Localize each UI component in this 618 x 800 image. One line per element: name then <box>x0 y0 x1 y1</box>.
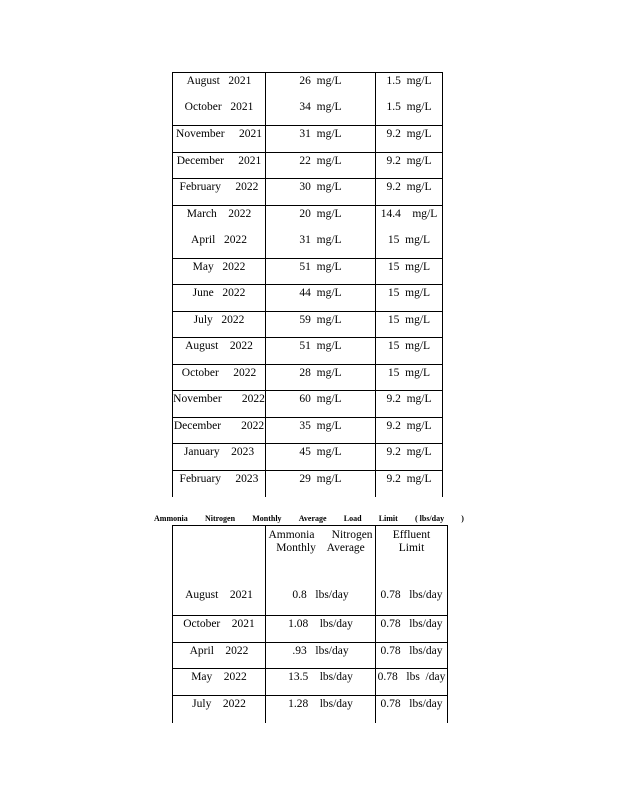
cell-text: 15 mg/L <box>387 260 431 273</box>
cell-text: 9.2 mg/L <box>386 472 432 485</box>
value-cell <box>266 285 376 312</box>
month-cell <box>173 338 266 365</box>
limit-cell <box>376 205 443 258</box>
cell-text: 15 mg/L <box>387 340 431 352</box>
caption-word: ( lbs/day <box>414 514 445 523</box>
cell-text: 59 mg/L <box>299 313 342 326</box>
limit-cell <box>376 364 443 391</box>
cell-text: 30 mg/L <box>299 181 342 193</box>
cell-text: 0.78 lbs/day <box>380 698 443 710</box>
cell-text: 15 mg/L <box>387 233 431 246</box>
cell-text: April 2022 <box>191 233 247 246</box>
month-cell <box>173 179 266 206</box>
value-cell <box>266 444 376 471</box>
month-cell <box>173 285 266 312</box>
caption-word: Monthly <box>252 514 282 523</box>
limit-cell <box>376 179 443 206</box>
value-cell <box>266 643 376 669</box>
cell-text: 1.5 mg/L <box>386 75 432 87</box>
cell-text: 13.5 lbs/day <box>288 671 353 683</box>
table-row <box>173 126 443 153</box>
cell-text: June 2022 <box>192 287 246 299</box>
month-cell <box>173 258 266 285</box>
limit-cell <box>376 696 448 723</box>
value-cell <box>266 152 376 179</box>
month-cell <box>173 152 266 179</box>
table-row <box>173 73 443 126</box>
limit-cell <box>376 571 448 616</box>
month-cell <box>173 643 266 669</box>
table-header-row <box>173 526 448 571</box>
cell-text: .93 lbs/day <box>292 645 349 657</box>
table-row <box>173 258 443 285</box>
month-cell <box>173 205 266 258</box>
table-row <box>173 179 443 206</box>
month-cell <box>173 391 266 418</box>
value-cell <box>266 696 376 723</box>
cell-text: 15 mg/L <box>387 287 431 299</box>
cell-text: January 2023 <box>183 446 255 458</box>
cell-text: 1.5 mg/L <box>386 101 432 113</box>
table-row <box>173 205 443 258</box>
cell-text: 0.78 lbs/day <box>380 588 443 601</box>
month-cell <box>173 696 266 723</box>
limit-cell <box>376 669 448 696</box>
value-cell <box>266 616 376 643</box>
cell-text: 0.78 lbs/day <box>380 645 443 657</box>
header-text: Limit <box>398 542 425 554</box>
cell-text: 9.2 mg/L <box>386 393 432 405</box>
cell-text: March 2022 <box>186 207 252 220</box>
limit-cell <box>376 470 443 497</box>
header-text: Ammonia Nitrogen <box>268 529 373 541</box>
month-cell <box>173 311 266 338</box>
value-cell <box>266 669 376 696</box>
month-cell <box>173 364 266 391</box>
value-cell <box>266 205 376 258</box>
cell-text: 35 mg/L <box>299 419 342 432</box>
month-cell <box>173 417 266 444</box>
cell-text: 26 mg/L <box>299 75 342 87</box>
cell-text: December 2021 <box>176 154 262 167</box>
value-cell <box>266 258 376 285</box>
limit-cell <box>376 417 443 444</box>
cell-text: 20 mg/L <box>299 207 342 220</box>
value-cell <box>266 311 376 338</box>
load-limit-caption <box>154 514 464 523</box>
cell-text: November 2022 <box>173 393 265 405</box>
header-text: Monthly Average <box>276 542 365 554</box>
cell-text: 0.78 lbs /day <box>377 671 446 683</box>
monthly-load-table <box>172 525 448 723</box>
cell-text: July 2022 <box>192 698 246 710</box>
month-cell <box>173 444 266 471</box>
cell-text: 1.28 lbs/day <box>288 698 353 710</box>
value-cell <box>266 470 376 497</box>
limit-cell <box>376 258 443 285</box>
table-row <box>173 417 443 444</box>
caption-word: Nitrogen <box>204 514 236 523</box>
limit-cell <box>376 338 443 365</box>
monthly-concentration-table-body <box>173 73 443 497</box>
limit-cell <box>376 616 448 643</box>
value-cell <box>266 391 376 418</box>
table-row <box>173 616 448 643</box>
cell-text: August 2021 <box>186 75 252 87</box>
cell-text: 15 mg/L <box>387 313 431 326</box>
limit-cell <box>376 152 443 179</box>
cell-text: 0.78 lbs/day <box>380 618 443 630</box>
cell-text: 0.8 lbs/day <box>292 588 349 601</box>
cell-text: October 2022 <box>181 366 257 379</box>
table-row <box>173 643 448 669</box>
month-cell <box>173 73 266 126</box>
caption-word: ) <box>461 514 464 523</box>
cell-text: August 2021 <box>185 588 253 601</box>
month-cell <box>173 571 266 616</box>
table-row <box>173 338 443 365</box>
cell-text: 15 mg/L <box>387 366 431 379</box>
cell-text: 31 mg/L <box>299 128 342 140</box>
cell-text: February 2022 <box>179 181 259 193</box>
table-row <box>173 364 443 391</box>
cell-text: 31 mg/L <box>299 233 342 246</box>
table-row <box>173 391 443 418</box>
cell-text: October 2021 <box>183 618 255 630</box>
table-row <box>173 444 443 471</box>
month-cell <box>173 616 266 643</box>
cell-text: 9.2 mg/L <box>386 419 432 432</box>
table-row <box>173 470 443 497</box>
limit-cell <box>376 311 443 338</box>
caption-word: Ammonia <box>154 514 188 523</box>
cell-text: 14.4 mg/L <box>380 207 438 220</box>
monthly-load-table-body <box>173 526 448 723</box>
cell-text: 45 mg/L <box>299 446 342 458</box>
value-cell <box>266 73 376 126</box>
table-row <box>173 311 443 338</box>
cell-text: 9.2 mg/L <box>386 446 432 458</box>
cell-text: 51 mg/L <box>299 340 342 352</box>
cell-text: May 2022 <box>191 671 247 683</box>
cell-text: 51 mg/L <box>299 260 342 273</box>
cell-text: October 2021 <box>184 101 254 113</box>
limit-cell <box>376 643 448 669</box>
value-cell <box>266 179 376 206</box>
cell-text: 9.2 mg/L <box>386 154 432 167</box>
table-row <box>173 669 448 696</box>
cell-text: July 2022 <box>193 313 245 326</box>
limit-cell <box>376 73 443 126</box>
cell-text: 1.08 lbs/day <box>288 618 353 630</box>
cell-text: February 2023 <box>179 472 259 485</box>
month-cell <box>173 669 266 696</box>
cell-text: May 2022 <box>192 260 246 273</box>
monthly-concentration-table <box>172 72 443 497</box>
value-cell <box>266 364 376 391</box>
caption-word: Average <box>298 514 327 523</box>
cell-text: August 2022 <box>185 340 253 352</box>
month-cell <box>173 126 266 153</box>
cell-text: 22 mg/L <box>299 154 342 167</box>
cell-text: 9.2 mg/L <box>386 181 432 193</box>
month-cell <box>173 470 266 497</box>
limit-cell <box>376 444 443 471</box>
header-cell-empty <box>173 526 266 571</box>
caption-word: Limit <box>378 514 398 523</box>
limit-cell <box>376 285 443 312</box>
header-cell-monthly-average <box>266 526 376 571</box>
table-row <box>173 571 448 616</box>
cell-text: 28 mg/L <box>299 366 342 379</box>
cell-text: November 2021 <box>176 128 262 140</box>
cell-text: 34 mg/L <box>299 101 342 113</box>
table-row <box>173 152 443 179</box>
cell-text: 29 mg/L <box>299 472 342 485</box>
header-text: Effluent <box>392 529 431 541</box>
value-cell <box>266 126 376 153</box>
table-row <box>173 696 448 723</box>
value-cell <box>266 417 376 444</box>
caption-word: Load <box>343 514 362 523</box>
table-row <box>173 285 443 312</box>
cell-text: April 2022 <box>189 645 249 657</box>
cell-text: 44 mg/L <box>299 287 342 299</box>
value-cell <box>266 571 376 616</box>
limit-cell <box>376 391 443 418</box>
limit-cell <box>376 126 443 153</box>
header-cell-effluent-limit <box>376 526 448 571</box>
value-cell <box>266 338 376 365</box>
cell-text: 60 mg/L <box>299 393 342 405</box>
cell-text: December 2022 <box>173 419 265 432</box>
cell-text: 9.2 mg/L <box>386 128 432 140</box>
